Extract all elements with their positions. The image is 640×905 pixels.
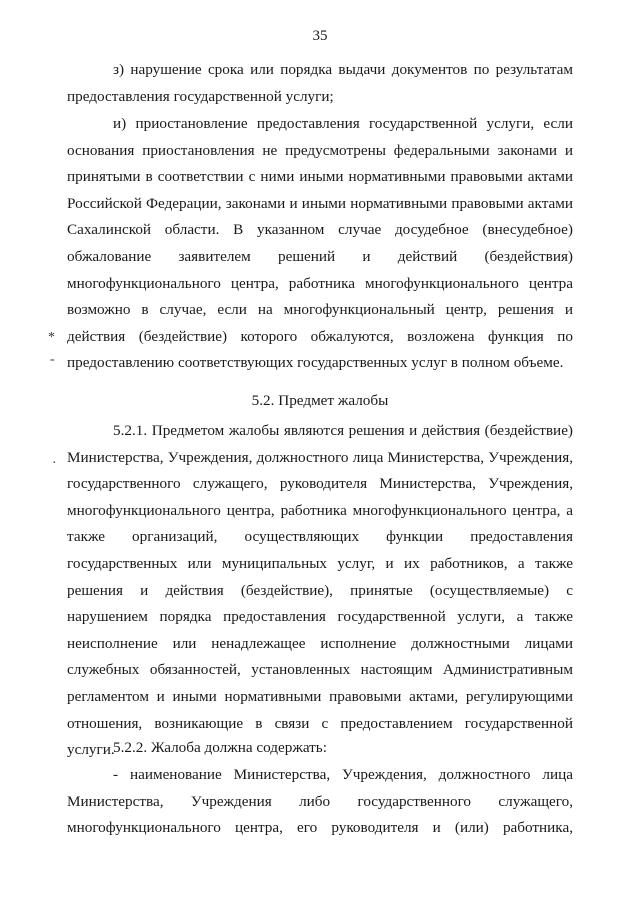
scan-mark-left-2: - — [50, 352, 55, 367]
page-number: 35 — [312, 28, 328, 44]
paragraph-5-2-2: 5.2.2. Жалоба должна содержать: — [113, 739, 327, 756]
paragraph-z: з) нарушение срока или порядка выдачи документов по результатам предоставления государственной услуги; — [67, 61, 573, 105]
paragraph-5-2-1: 5.2.1. Предметом жалобы являются решения и действия (бездействие) Министерства, Учреждения, должностного лица Министерства, Учреждения, государственного служащего, руководителя Министерства, Учреждения, многофункционального центра, работника многофункционального центра, а также организаций, осуществляющих функции предоставления государственных или муниципальных услуг, и их работников, а также решения и действия (бездействие), принятые (осуществляемые) с нарушением порядка предоставления государственной услуги, а также неисполнение или ненадлежащее исполнение должностными лицами служебных обязанностей, установленных настоящим Административным регламентом и иными нормативными правовыми актами, регулирующими отношения, возникающие в связи с предоставлением государственной услуги. — [67, 422, 573, 759]
section-heading-5-2: 5.2. Предмет жалобы — [251, 392, 389, 409]
paragraph-i: и) приостановление предоставления государственной услуги, если основания приостановления не предусмотрены федеральными законами и принятыми в соответствии с ними иными нормативными правовыми актами Российской Федерации, законами и иными нормативными правовыми актами Сахалинской области. В указанном случае досудебное (внесудебное) обжалование заявителем решений и действий (бездействия) многофункционального центра, работника многофункционального центра возможно в случае, если на многофункциональный центр, решения и действия (бездействие) которого обжалуются, возложена функция по предоставлению соответствующих государственных услуг в полном объеме. — [67, 115, 573, 372]
scan-mark-left-1: * — [48, 330, 55, 345]
scan-mark-left-3: · — [52, 456, 57, 471]
paragraph-dash-item: - наименование Министерства, Учреждения, должностного лица Министерства, Учреждения либо государственного служащего, многофункционального центра, его руководителя и (или) работника, — [67, 766, 573, 837]
